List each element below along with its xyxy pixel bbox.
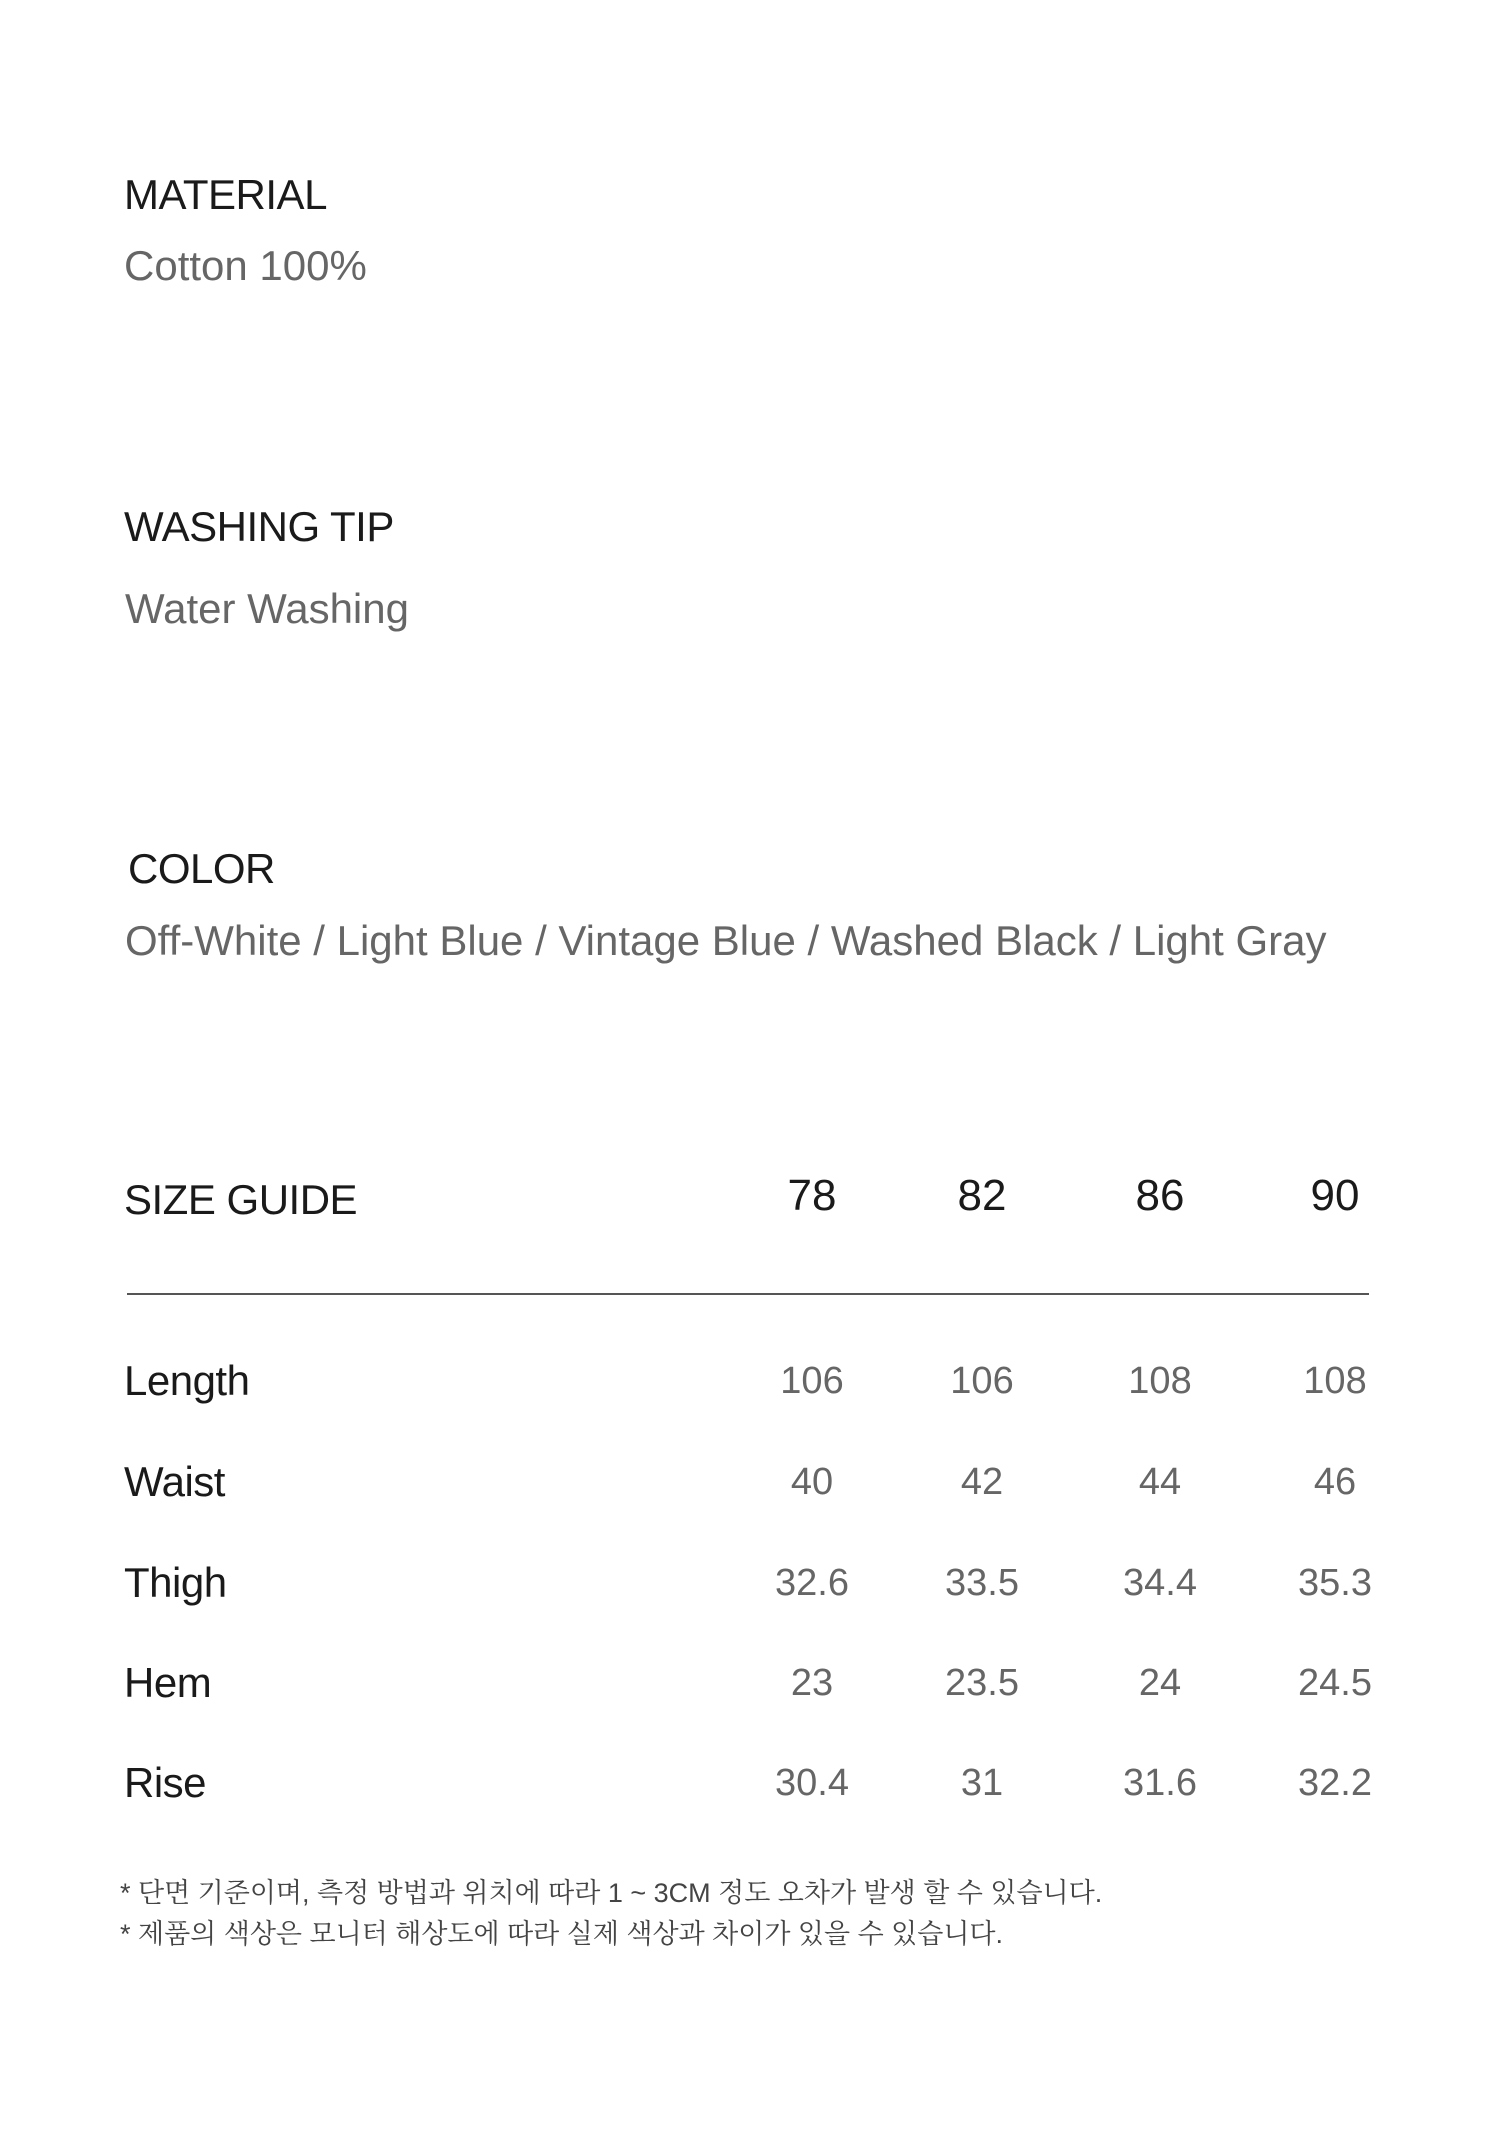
- cell-hem-90: 24.5: [1298, 1662, 1372, 1704]
- cell-thigh-86: 34.4: [1123, 1562, 1197, 1604]
- cell-thigh-90: 35.3: [1298, 1562, 1372, 1604]
- cell-length-78: 106: [780, 1360, 844, 1402]
- table-row-hem: [0, 1659, 1500, 1706]
- row-label-waist: Waist: [124, 1458, 225, 1505]
- washing-tip-heading: WASHING TIP: [124, 503, 394, 550]
- cell-hem-78: 23: [790, 1662, 834, 1704]
- cell-waist-82: 42: [960, 1461, 1004, 1503]
- cell-rise-86: 31.6: [1123, 1762, 1197, 1804]
- cell-rise-82: 31: [960, 1762, 1004, 1804]
- measurement-note: * 단면 기준이며, 측정 방법과 위치에 따라 1 ~ 3CM 정도 오차가 발생 할 수 있습니다.: [120, 1878, 1103, 1908]
- cell-thigh-82: 33.5: [945, 1562, 1019, 1604]
- material-value: Cotton 100%: [124, 242, 367, 289]
- table-row-waist: [0, 1458, 1500, 1505]
- size-header-86: 86: [1135, 1171, 1185, 1220]
- table-row-length: [0, 1357, 1500, 1404]
- row-label-rise: Rise: [124, 1759, 207, 1806]
- color-heading: COLOR: [128, 845, 275, 892]
- row-label-length: Length: [124, 1357, 250, 1404]
- size-header-90: 90: [1310, 1171, 1360, 1220]
- size-guide-divider: [127, 1293, 1369, 1295]
- size-header-82: 82: [957, 1171, 1007, 1220]
- cell-length-82: 106: [950, 1360, 1014, 1402]
- washing-tip-value: Water Washing: [125, 585, 409, 632]
- cell-waist-78: 40: [790, 1461, 834, 1503]
- cell-rise-78: 30.4: [775, 1762, 849, 1804]
- cell-rise-90: 32.2: [1298, 1762, 1372, 1804]
- size-guide-heading: SIZE GUIDE: [124, 1176, 358, 1223]
- cell-length-86: 108: [1128, 1360, 1192, 1402]
- cell-waist-90: 46: [1313, 1461, 1357, 1503]
- cell-thigh-78: 32.6: [775, 1562, 849, 1604]
- material-heading: MATERIAL: [124, 171, 327, 218]
- row-label-thigh: Thigh: [124, 1559, 227, 1606]
- size-header-78: 78: [787, 1171, 837, 1220]
- table-row-rise: [0, 1759, 1500, 1806]
- color-display-note: * 제품의 색상은 모니터 해상도에 따라 실제 색상과 차이가 있을 수 있습니다.: [120, 1919, 1003, 1949]
- cell-waist-86: 44: [1138, 1461, 1182, 1503]
- table-row-thigh: [0, 1559, 1500, 1606]
- cell-hem-82: 23.5: [945, 1662, 1019, 1704]
- cell-hem-86: 24: [1138, 1662, 1182, 1704]
- color-options: Off-White / Light Blue / Vintage Blue / Washed Black / Light Gray: [125, 917, 1327, 964]
- cell-length-90: 108: [1303, 1360, 1367, 1402]
- row-label-hem: Hem: [124, 1659, 212, 1706]
